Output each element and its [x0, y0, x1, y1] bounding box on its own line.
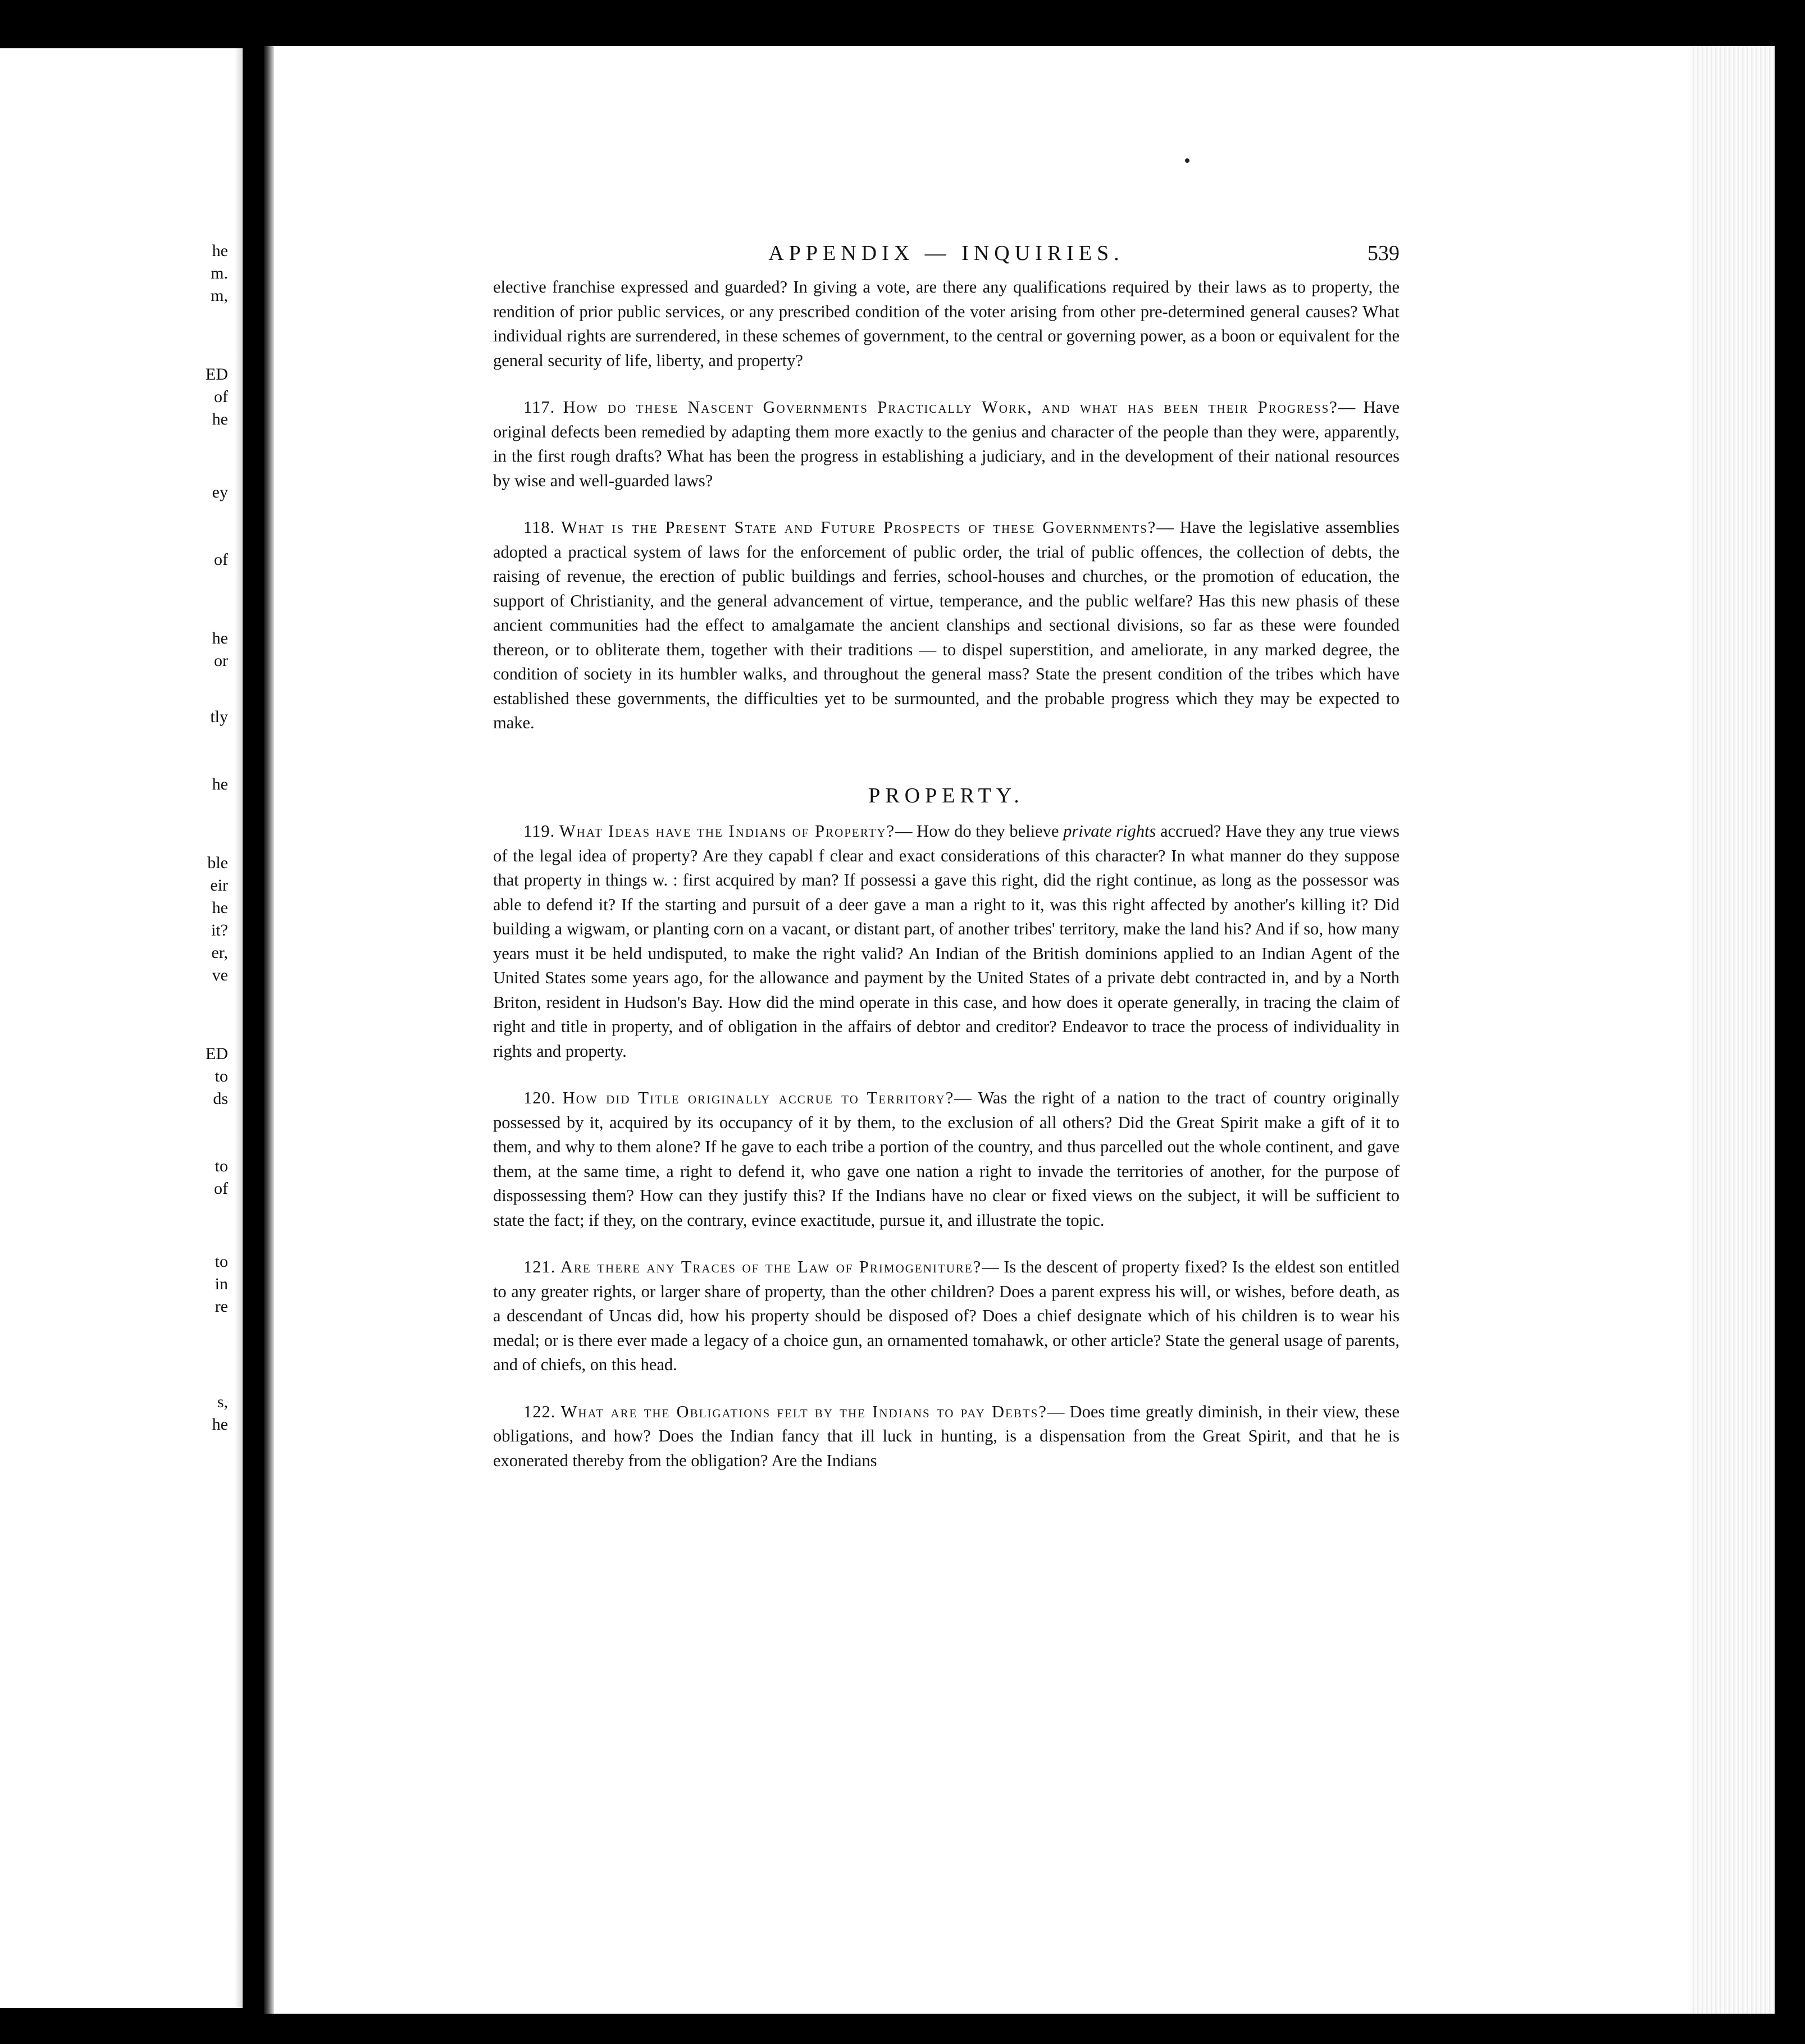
- inquiry-121: [493, 1255, 1400, 1377]
- inquiry-number: 117.: [523, 398, 555, 417]
- facing-page-fragment-text: he: [212, 898, 228, 917]
- facing-page-fragment-text: ED: [206, 1044, 228, 1063]
- inquiry-120: [493, 1086, 1400, 1233]
- facing-page-fragment-text: er,: [211, 943, 228, 962]
- facing-page-fragment-text: ED: [206, 365, 228, 384]
- inquiry-body: — Have original defects been remedied by adapting them more exactly to the genius and character of the people than they were, apparently, in the first rough drafts? What has been the progress in establishing a judiciary, and in the development of their national resources by wise and well-guarded laws?: [493, 398, 1400, 490]
- facing-page-fragment-text: ey: [212, 483, 228, 501]
- facing-page-fragment-text: of: [214, 550, 228, 569]
- page-content: [493, 241, 1400, 1473]
- section-title: PROPERTY.: [868, 783, 1024, 807]
- inquiry-heading: What is the Present State and Future Prospects of these Governments?: [561, 518, 1157, 537]
- facing-page-fragment-text: it?: [211, 921, 228, 939]
- inquiry-122: [493, 1400, 1400, 1473]
- facing-page-fragment-text: he: [212, 629, 228, 647]
- facing-page-fragment-text: m.: [211, 264, 228, 282]
- inquiry-117: [493, 395, 1400, 493]
- inquiry-body: — Have the legislative assemblies adopted a practical system of laws for the enforcement of public order, the trial of public offences, the collection of debts, the raising of revenue, the erection of public buildings and ferries, school-houses and churches, or the promotion of education, the support of Christianity, and the general advancement of virtue, temperance, and the public welfare? Has this new phasis of these ancient communities had the effect to amalgamate the ancient clanships and sectional divisions, so far as these were founded thereon, or to obliterate them, together with their traditions — to dispel superstition, and ameliorate, in any marked degree, the condition of society in its humbler walks, and throughout the general mass? State the present condition of the tribes which have established these governments, the difficulties yet to be surmounted, and the probable progress which they may be expected to make.: [493, 518, 1400, 732]
- page-number: 539: [1368, 241, 1400, 265]
- facing-page-fragment-text: or: [214, 651, 228, 670]
- facing-page-fragment-text: ble: [207, 854, 228, 872]
- facing-page-fragment-text: ve: [212, 966, 228, 984]
- inquiry-number: 121.: [523, 1257, 556, 1276]
- facing-page-fragment-text: he: [212, 410, 228, 428]
- facing-page-fragment-text: eir: [210, 876, 228, 895]
- facing-page-fragment-text: he: [212, 775, 228, 793]
- inquiry-body: — How do they believe: [895, 822, 1064, 841]
- facing-page-fragment-text: in: [215, 1275, 228, 1293]
- facing-page-fragment-text: of: [214, 1179, 228, 1198]
- continuation-paragraph: elective franchise expressed and guarded? In giving a vote, are there any qualifications required by their laws as to property, the rendition of prior public services, or any prescribed condition of the voter arising from other pre-determined general causes? What individual rights are surrendered, in these schemes of government, to the central or governing power, as a boon or equivalent for the general security of life, liberty, and property?: [493, 277, 1400, 370]
- page-header: [493, 241, 1400, 275]
- facing-page-fragment: [0, 48, 243, 2008]
- inquiry-heading: Are there any Traces of the Law of Primogeniture?: [560, 1257, 982, 1276]
- inquiry-heading: What Ideas have the Indians of Property?: [559, 822, 896, 841]
- inquiry-body: — Does time greatly diminish, in their view, these obligations, and how? Does the Indian fancy that ill luck in hunting, is a dispensation from the Great Spirit, and that he is exonerated thereby from the obligation? Are the Indians: [493, 1402, 1400, 1470]
- facing-page-fragment-text: to: [215, 1157, 228, 1175]
- facing-page-fragment-text: s,: [217, 1393, 228, 1411]
- facing-page-fragment-text: to: [215, 1252, 228, 1271]
- inquiry-heading: What are the Obligations felt by the Indians to pay Debts?: [560, 1402, 1047, 1421]
- inquiry-number: 122.: [523, 1402, 556, 1421]
- inquiry-heading: How do these Nascent Governments Practically Work, and what has been their Progress?: [563, 398, 1338, 417]
- inquiry-118: [493, 515, 1400, 736]
- inquiry-number: 120.: [523, 1088, 556, 1107]
- inquiry-number: 119.: [523, 822, 555, 841]
- running-head: APPENDIX — INQUIRIES.: [768, 241, 1124, 265]
- facing-page-fragment-text: re: [215, 1297, 228, 1316]
- facing-page-fragment-text: m,: [211, 286, 228, 305]
- facing-page-fragment-text: he: [212, 241, 228, 260]
- inquiry-heading: How did Title originally accrue to Territory?: [562, 1088, 955, 1107]
- inquiry-body-rest: accrued? Have they any true views of the legal idea of property? Are they capabl f clear and exact considerations of this character? In what manner do they suppose that property in things w. : first acquired by man? If possessi a gave this right, did the right continue, as long as the possessor was able to defend it? If the starting and pursuit of a deer gave a man a right to it, was this right affected by another's killing it? Did building a wigwam, or planting corn on a vacant, or distant part, of another tribes' territory, make the land his? And if so, how many years must it be held undisputed, to make the right valid? An Indian of the British dominions applied to an Indian Agent of the United States some years ago, for the allowance and payment by the United States of a private debt contracted in, and by a North Briton, resident in Hudson's Bay. How did the mind operate in this case, and how does it operate generally, in tracing the claim of right and title in property, and of obligation in the affairs of debtor and creditor? Endeavor to trace the process of individuality in rights and property.: [493, 822, 1400, 1061]
- page-spine-shadow: [264, 46, 274, 2014]
- speck-mark: [1185, 158, 1189, 163]
- inquiry-119: [493, 819, 1400, 1064]
- facing-page-fragment-text: he: [212, 1415, 228, 1434]
- facing-page-fragment-text: to: [215, 1067, 228, 1085]
- facing-page-gutter: [235, 48, 243, 2008]
- inquiry-body: — Was the right of a nation to the tract of country originally possessed by it, acquired by its occupancy of it by them, to the exclusion of all others? Did the Great Spirit make a gift of it to them, and why to them alone? If he gave to each tribe a portion of the country, and thus parcelled out the whole continent, and gave them, at the same time, a right to defend it, who gave one nation a right to invade the territories of another, for the purpose of dispossessing them? How can they justify this? If the Indians have no clear or fixed views on the subject, it will be sufficient to state the fact; if they, on the contrary, evince exactitude, pursue it, and illustrate the topic.: [493, 1088, 1400, 1230]
- facing-page-fragment-text: tly: [210, 708, 228, 726]
- facing-page-fragment-text: ds: [213, 1089, 228, 1108]
- inquiry-emphasis: private rights: [1063, 822, 1156, 841]
- facing-page-fragment-text: of: [214, 387, 228, 406]
- inquiry-number: 118.: [523, 518, 555, 537]
- inquiry-body: — Is the descent of property fixed? Is the eldest son entitled to any greater rights, or larger share of property, than the other children? Does a parent express his will, or wishes, before death, as a descendant of Uncas did, how his property should be disposed of? Does a chief designate which of his children is to wear his medal; or is there ever made a legacy of a choice gun, an ornamented tomahawk, or other article? State the general usage of parents, and of chiefs, on this head.: [493, 1257, 1400, 1374]
- page-edge-stack: [1690, 46, 1775, 2014]
